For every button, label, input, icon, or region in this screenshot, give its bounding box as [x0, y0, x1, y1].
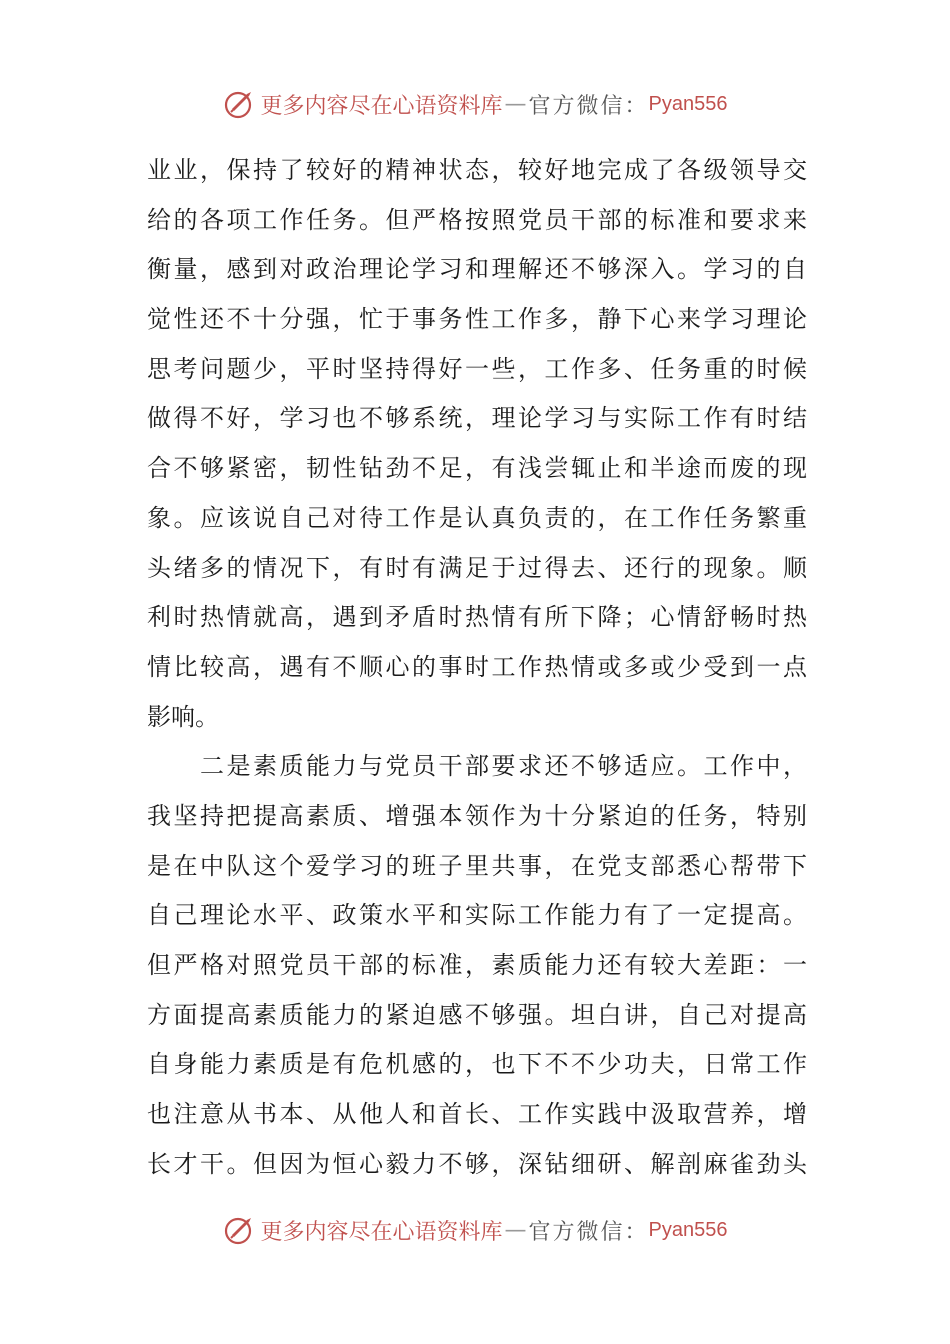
- text-line: 利时热情就高，遇到矛盾时热情有所下降；心情舒畅时热: [147, 603, 807, 632]
- text-line: 思考问题少，平时坚持得好一些，工作多、任务重的时候: [147, 354, 807, 383]
- text-line: 象。应该说自己对待工作是认真负责的，在工作任务繁重: [147, 503, 807, 532]
- text-line: 但严格对照党员干部的标准，素质能力还有较大差距：一: [147, 951, 807, 979]
- watermark-dash: —: [504, 91, 527, 117]
- text-line: 二是素质能力与党员干部要求还不够适应。工作中，: [147, 752, 807, 781]
- text-line: 头绪多的情况下，有时有满足于过得去、还行的现象。顺: [147, 553, 807, 582]
- text-line: 情比较高，遇有不顺心的事时工作热情或多或少受到一点: [147, 652, 807, 681]
- text-line: 我坚持把提高素质、增强本领作为十分紧迫的任务，特别: [147, 801, 807, 830]
- watermark-label: 官方微信：: [528, 1219, 649, 1245]
- text-line: 是在中队这个爱学习的班子里共事，在党支部悉心帮带下: [147, 851, 807, 880]
- watermark-brand: 更多内容尽在心语资料库: [260, 93, 503, 119]
- text-line: 自身能力素质是有危机感的，也下不不少功夫，日常工作: [147, 1050, 807, 1079]
- watermark-id: Pyan556: [648, 92, 728, 115]
- watermark-brand: 更多内容尽在心语资料库: [260, 1219, 503, 1245]
- text-line: 自己理论水平、政策水平和实际工作能力有了一定提高。: [147, 901, 807, 930]
- pen-circle-logo-icon: [223, 87, 257, 121]
- text-line: 业业，保持了较好的精神状态，较好地完成了各级领导交: [147, 156, 807, 184]
- header-watermark: [0, 84, 950, 124]
- text-line: 影响。: [147, 702, 219, 731]
- text-line: 合不够紧密，韧性钻劲不足，有浅尝辄止和半途而废的现: [147, 454, 807, 483]
- watermark-id: Pyan556: [648, 1218, 728, 1241]
- watermark-dash: —: [504, 1217, 527, 1243]
- watermark-label: 官方微信：: [528, 93, 649, 119]
- pen-circle-logo-icon: [223, 1213, 257, 1247]
- text-line: 做得不好，学习也不够系统，理论学习与实际工作有时结: [147, 404, 807, 433]
- text-line: 给的各项工作任务。但严格按照党员干部的标准和要求来: [147, 205, 807, 234]
- text-line: 也注意从书本、从他人和首长、工作实践中汲取营养，增: [147, 1100, 807, 1129]
- footer-watermark: [0, 1210, 950, 1250]
- text-line: 长才干。但因为恒心毅力不够，深钻细研、解剖麻雀劲头: [147, 1149, 807, 1178]
- text-line: 觉性还不十分强，忙于事务性工作多，静下心来学习理论: [147, 305, 807, 334]
- body-text: [147, 146, 807, 1189]
- text-line: 方面提高素质能力的紧迫感不够强。坦白讲，自己对提高: [147, 1000, 807, 1029]
- text-line: 衡量，感到对政治理论学习和理解还不够深入。学习的自: [147, 255, 807, 284]
